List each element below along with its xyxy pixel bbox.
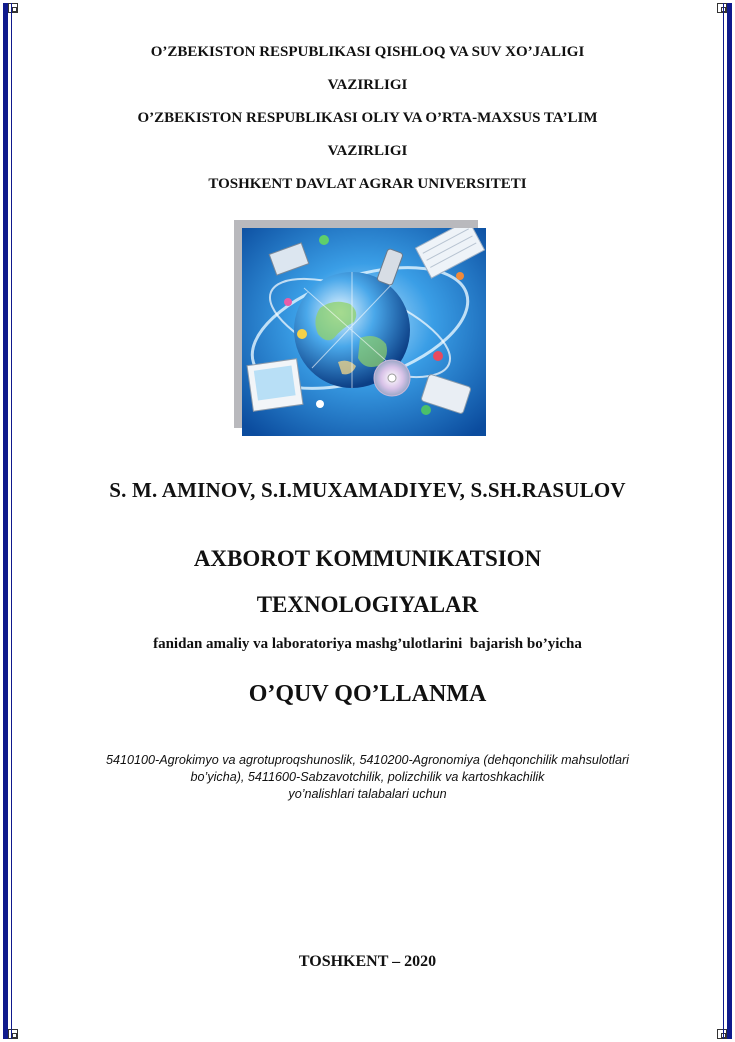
globe-technology-illustration [242, 228, 486, 436]
ministry-2-line1: O’ZBEKISTON RESPUBLIKASI OLIY VA O’RTA-MAXSUS TA’LIM [137, 110, 598, 126]
title-line1: AXBOROT KOMMUNIKATSION [193, 546, 542, 571]
ministry-1-line1: O’ZBEKISTON RESPUBLIKASI QISHLOQ VA SUV XO’JALIGI [150, 44, 585, 60]
ministry-2-line2: VAZIRLIGI [327, 143, 408, 159]
title-line2: TEXNOLOGIYALAR [256, 592, 479, 617]
specialties-line2: bo’yicha), 5411600-Sabzavotchilik, polizchilik va kartoshkachilik [190, 770, 545, 784]
specialties-block [0, 752, 735, 803]
ministry-header [0, 36, 735, 201]
university-name: TOSHKENT DAVLAT AGRAR UNIVERSITETI [208, 176, 527, 192]
authors: S. M. AMINOV, S.I.MUXAMADIYEV, S.SH.RASULOV [109, 478, 626, 502]
ministry-1-line2: VAZIRLIGI [327, 77, 408, 93]
book-title [0, 536, 735, 628]
specialties-line3: yo’nalishlari talabalari uchun [288, 787, 447, 801]
city-year: TOSHKENT – 2020 [298, 953, 437, 970]
subject-line: fanidan amaliy va laboratoriya mashg’ulotlarini bajarish bo’yicha [153, 636, 582, 652]
specialties-line1: 5410100-Agrokimyo va agrotuproqshunoslik, 5410200-Agronomiya (dehqonchilik mahsulotlari [106, 753, 629, 767]
document-type: O’QUV QO’LLANMA [248, 681, 487, 707]
